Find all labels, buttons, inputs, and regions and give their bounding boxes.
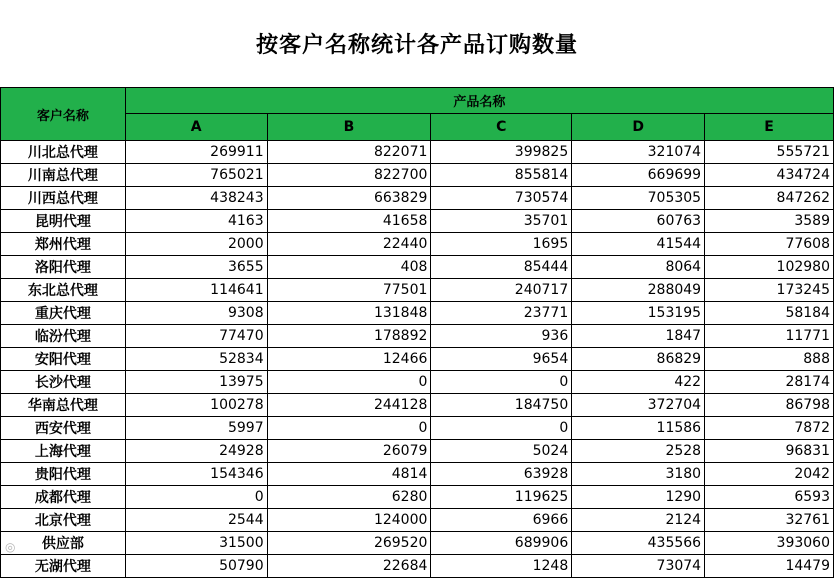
quantity-cell: 2544 [125, 509, 267, 532]
quantity-cell: 154346 [125, 463, 267, 486]
table-row [1, 555, 834, 578]
quantity-cell: 131848 [267, 302, 431, 325]
quantity-cell: 3655 [125, 256, 267, 279]
table-row [1, 440, 834, 463]
quantity-cell: 13975 [125, 371, 267, 394]
customer-name-cell: 川北总代理 [1, 141, 126, 164]
customer-name-cell: 安阳代理 [1, 348, 126, 371]
quantity-cell: 7872 [705, 417, 834, 440]
quantity-cell: 5024 [431, 440, 572, 463]
customer-name-cell: 郑州代理 [1, 233, 126, 256]
quantity-cell: 0 [125, 486, 267, 509]
quantity-cell: 6593 [705, 486, 834, 509]
table-row [1, 279, 834, 302]
product-header-d: D [572, 114, 705, 141]
quantity-cell: 1695 [431, 233, 572, 256]
quantity-cell: 11771 [705, 325, 834, 348]
product-header-e: E [705, 114, 834, 141]
table-row [1, 302, 834, 325]
quantity-cell: 173245 [705, 279, 834, 302]
table-row [1, 463, 834, 486]
quantity-cell: 321074 [572, 141, 705, 164]
quantity-cell: 24928 [125, 440, 267, 463]
quantity-cell: 288049 [572, 279, 705, 302]
quantity-cell: 41658 [267, 210, 431, 233]
order-table [0, 87, 834, 578]
table-row [1, 417, 834, 440]
quantity-cell: 73074 [572, 555, 705, 578]
customer-name-cell: 贵阳代理 [1, 463, 126, 486]
quantity-cell: 153195 [572, 302, 705, 325]
quantity-cell: 22440 [267, 233, 431, 256]
table-row [1, 348, 834, 371]
quantity-cell: 822071 [267, 141, 431, 164]
quantity-cell: 28174 [705, 371, 834, 394]
quantity-cell: 77608 [705, 233, 834, 256]
customer-name-cell: 东北总代理 [1, 279, 126, 302]
product-group-header: 产品名称 [125, 88, 833, 114]
quantity-cell: 393060 [705, 532, 834, 555]
quantity-cell: 269911 [125, 141, 267, 164]
quantity-cell: 0 [267, 417, 431, 440]
quantity-cell: 184750 [431, 394, 572, 417]
quantity-cell: 4814 [267, 463, 431, 486]
quantity-cell: 765021 [125, 164, 267, 187]
quantity-cell: 5997 [125, 417, 267, 440]
quantity-cell: 669699 [572, 164, 705, 187]
quantity-cell: 102980 [705, 256, 834, 279]
table-row [1, 371, 834, 394]
customer-name-cell: 西安代理 [1, 417, 126, 440]
quantity-cell: 3589 [705, 210, 834, 233]
quantity-cell: 847262 [705, 187, 834, 210]
quantity-cell: 52834 [125, 348, 267, 371]
quantity-cell: 408 [267, 256, 431, 279]
customer-name-cell: 昆明代理 [1, 210, 126, 233]
table-row [1, 233, 834, 256]
quantity-cell: 4163 [125, 210, 267, 233]
table-row [1, 164, 834, 187]
quantity-cell: 822700 [267, 164, 431, 187]
quantity-cell: 119625 [431, 486, 572, 509]
quantity-cell: 22684 [267, 555, 431, 578]
quantity-cell: 0 [431, 417, 572, 440]
quantity-cell: 11586 [572, 417, 705, 440]
quantity-cell: 1847 [572, 325, 705, 348]
watermark-logo: ◎ [5, 540, 16, 554]
quantity-cell: 77501 [267, 279, 431, 302]
quantity-cell: 2528 [572, 440, 705, 463]
customer-name-cell: 洛阳代理 [1, 256, 126, 279]
quantity-cell: 58184 [705, 302, 834, 325]
quantity-cell: 434724 [705, 164, 834, 187]
customer-name-cell: 北京代理 [1, 509, 126, 532]
quantity-cell: 85444 [431, 256, 572, 279]
table-row [1, 532, 834, 555]
quantity-cell: 240717 [431, 279, 572, 302]
quantity-cell: 372704 [572, 394, 705, 417]
quantity-cell: 2124 [572, 509, 705, 532]
customer-name-cell: 重庆代理 [1, 302, 126, 325]
quantity-cell: 23771 [431, 302, 572, 325]
quantity-cell: 689906 [431, 532, 572, 555]
quantity-cell: 2042 [705, 463, 834, 486]
quantity-cell: 422 [572, 371, 705, 394]
quantity-cell: 705305 [572, 187, 705, 210]
table-row [1, 486, 834, 509]
table-row [1, 187, 834, 210]
table-row [1, 210, 834, 233]
quantity-cell: 12466 [267, 348, 431, 371]
customer-name-cell: 上海代理 [1, 440, 126, 463]
quantity-cell: 100278 [125, 394, 267, 417]
quantity-cell: 124000 [267, 509, 431, 532]
quantity-cell: 86798 [705, 394, 834, 417]
quantity-cell: 32761 [705, 509, 834, 532]
quantity-cell: 114641 [125, 279, 267, 302]
quantity-cell: 26079 [267, 440, 431, 463]
quantity-cell: 41544 [572, 233, 705, 256]
quantity-cell: 77470 [125, 325, 267, 348]
table-row [1, 509, 834, 532]
customer-name-cell: 长沙代理 [1, 371, 126, 394]
quantity-cell: 730574 [431, 187, 572, 210]
quantity-cell: 35701 [431, 210, 572, 233]
quantity-cell: 399825 [431, 141, 572, 164]
quantity-cell: 14479 [705, 555, 834, 578]
quantity-cell: 3180 [572, 463, 705, 486]
customer-name-cell: 临汾代理 [1, 325, 126, 348]
quantity-cell: 244128 [267, 394, 431, 417]
quantity-cell: 60763 [572, 210, 705, 233]
quantity-cell: 8064 [572, 256, 705, 279]
quantity-cell: 63928 [431, 463, 572, 486]
quantity-cell: 663829 [267, 187, 431, 210]
quantity-cell: 1290 [572, 486, 705, 509]
quantity-cell: 6966 [431, 509, 572, 532]
quantity-cell: 50790 [125, 555, 267, 578]
quantity-cell: 86829 [572, 348, 705, 371]
customer-name-cell: 川南总代理 [1, 164, 126, 187]
quantity-cell: 936 [431, 325, 572, 348]
quantity-cell: 0 [431, 371, 572, 394]
table-body [1, 141, 834, 578]
quantity-cell: 435566 [572, 532, 705, 555]
customer-name-cell: 供应部 [1, 532, 126, 555]
customer-column-header: 客户名称 [1, 88, 126, 141]
table-row [1, 325, 834, 348]
customer-name-cell: 成都代理 [1, 486, 126, 509]
product-header-a: A [125, 114, 267, 141]
quantity-cell: 438243 [125, 187, 267, 210]
quantity-cell: 1248 [431, 555, 572, 578]
table-row [1, 141, 834, 164]
quantity-cell: 6280 [267, 486, 431, 509]
quantity-cell: 96831 [705, 440, 834, 463]
quantity-cell: 9308 [125, 302, 267, 325]
quantity-cell: 855814 [431, 164, 572, 187]
quantity-cell: 178892 [267, 325, 431, 348]
product-header-c: C [431, 114, 572, 141]
quantity-cell: 2000 [125, 233, 267, 256]
quantity-cell: 9654 [431, 348, 572, 371]
customer-name-cell: 无湖代理 [1, 555, 126, 578]
table-row [1, 256, 834, 279]
quantity-cell: 0 [267, 371, 431, 394]
product-header-b: B [267, 114, 431, 141]
customer-name-cell: 华南总代理 [1, 394, 126, 417]
quantity-cell: 31500 [125, 532, 267, 555]
quantity-cell: 888 [705, 348, 834, 371]
quantity-cell: 269520 [267, 532, 431, 555]
table-row [1, 394, 834, 417]
customer-name-cell: 川西总代理 [1, 187, 126, 210]
quantity-cell: 555721 [705, 141, 834, 164]
page-title: 按客户名称统计各产品订购数量 [255, 33, 578, 58]
